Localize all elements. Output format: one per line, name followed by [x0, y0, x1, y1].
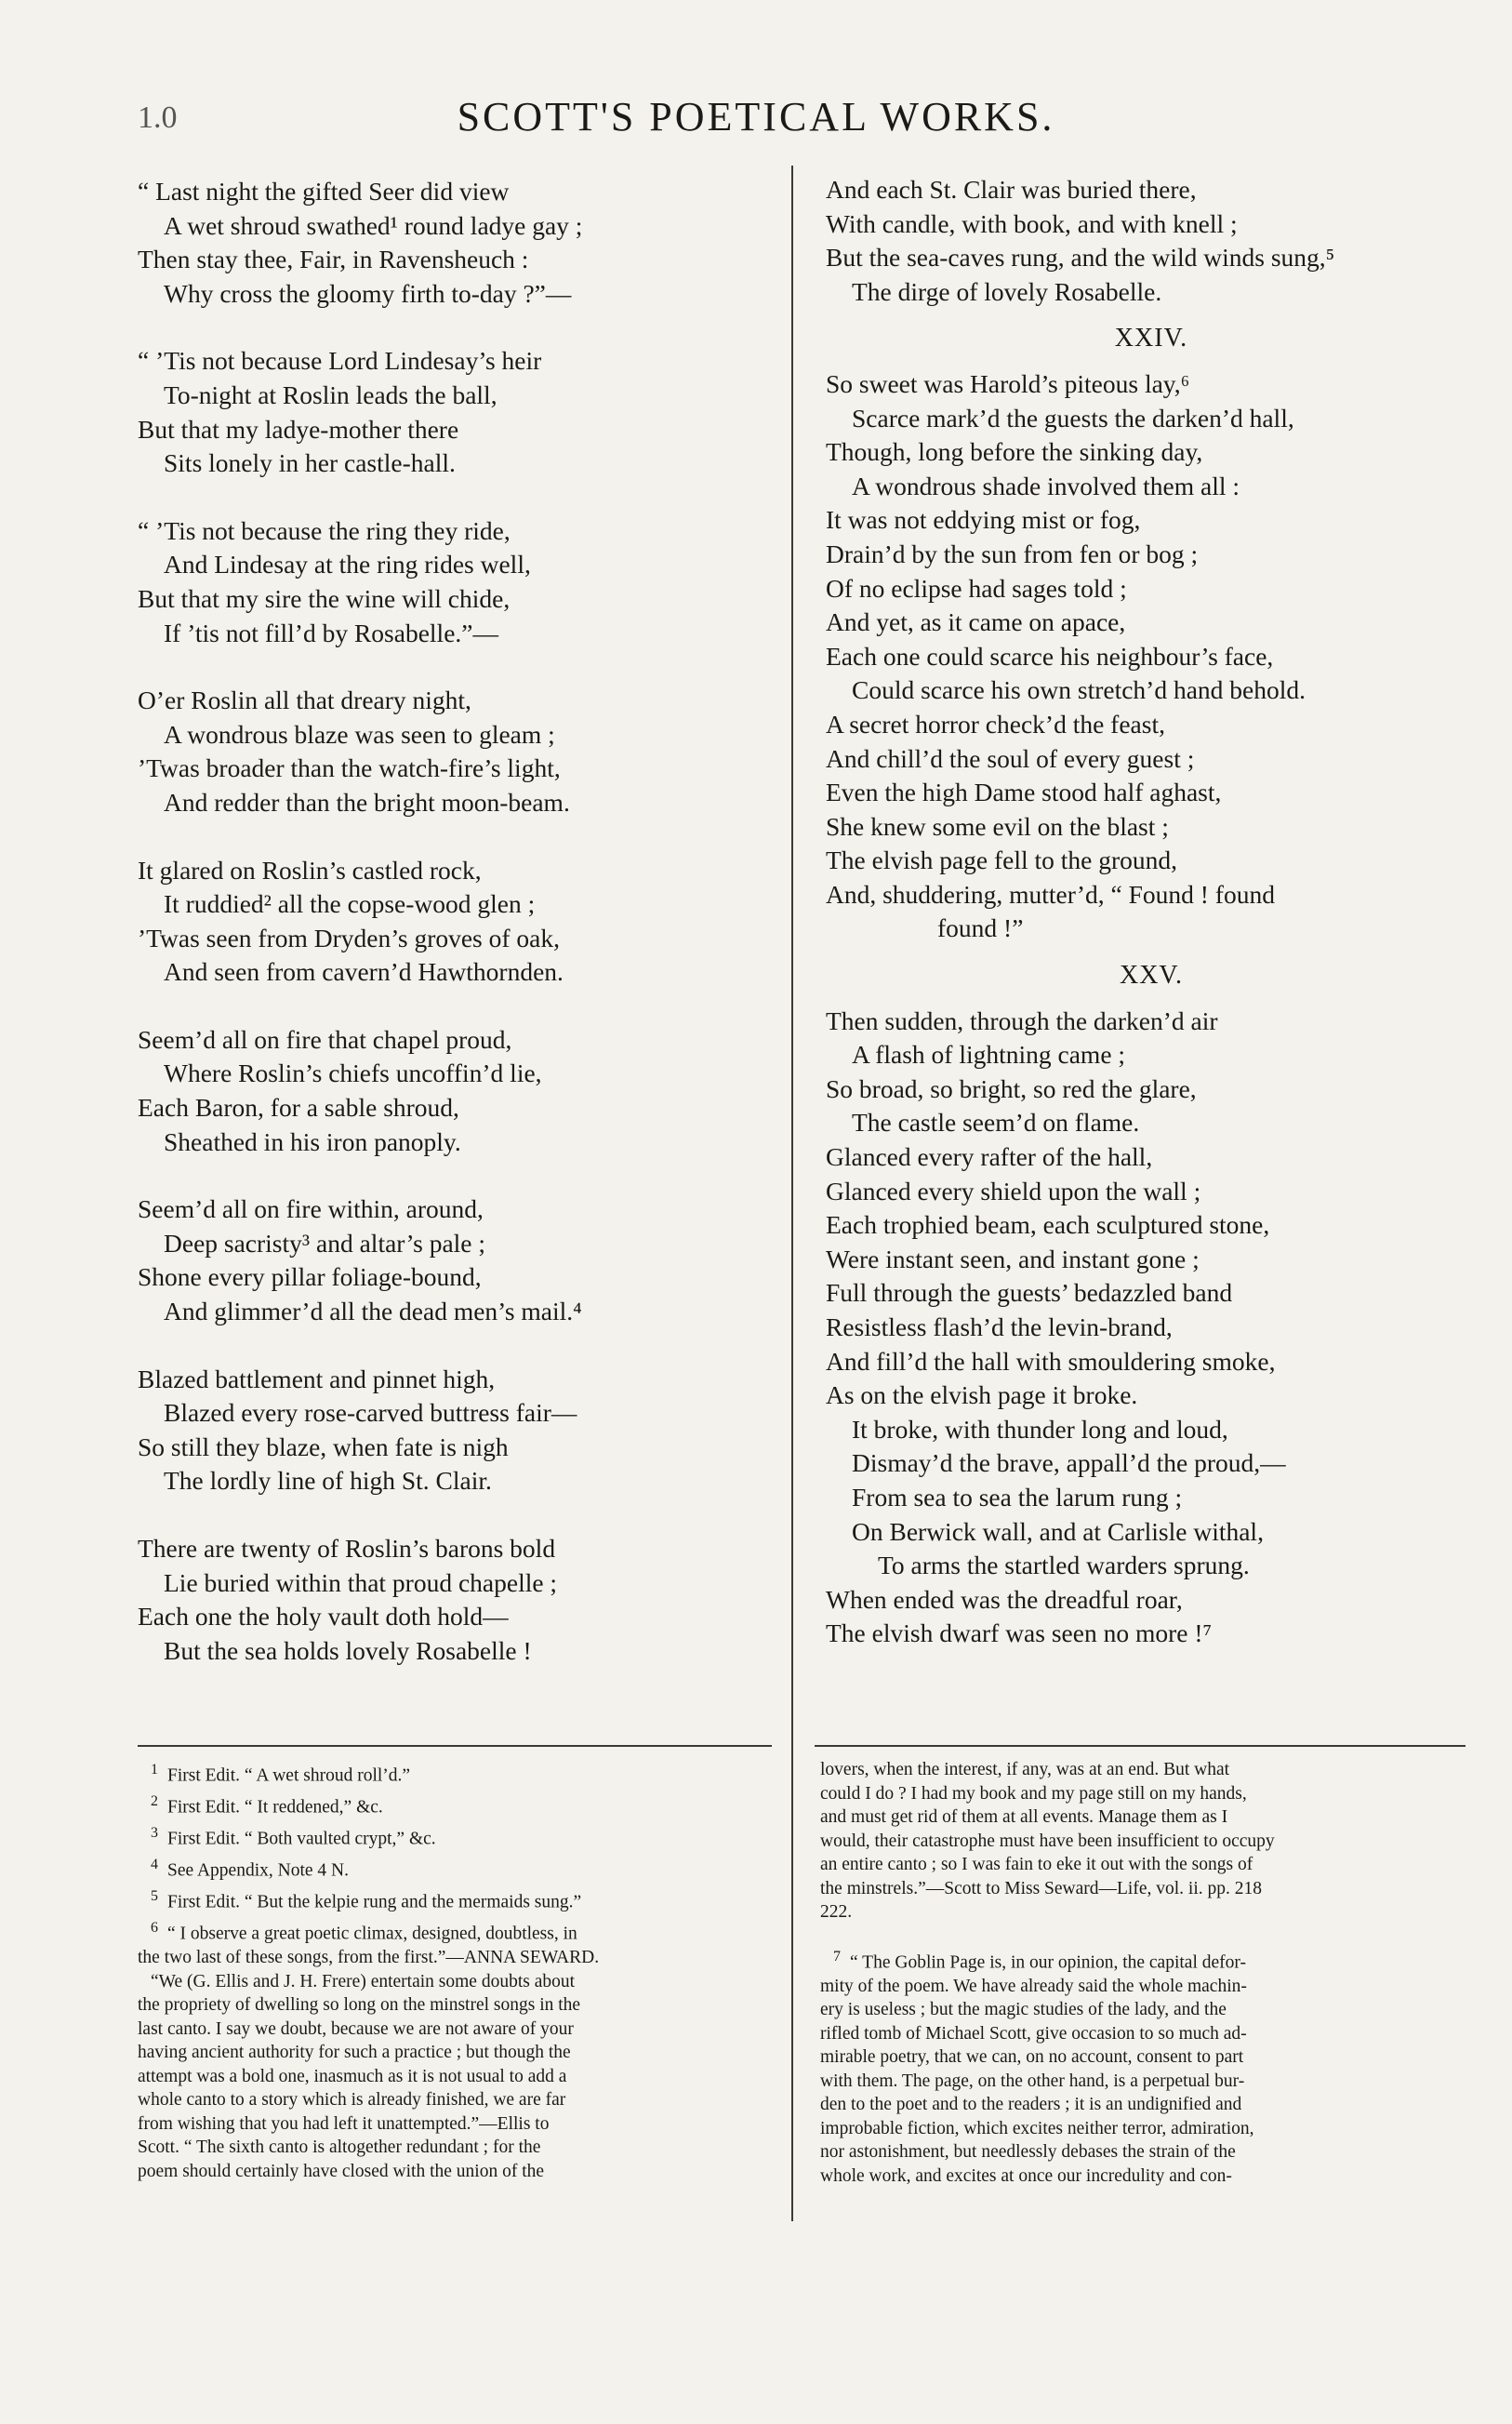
verse-line: A secret horror check’d the feast,: [826, 709, 1165, 739]
footnote-line: improbable fiction, which excites neither terror, admiration,: [820, 2118, 1254, 2138]
verse-line: Seem’d all on fire that chapel proud,: [138, 1024, 512, 1054]
footnote-line: having ancient authority for such a practice ; but though the: [138, 2043, 571, 2062]
footnote-rule: [815, 1745, 1466, 1747]
footnote-line: 222.: [820, 1902, 853, 1922]
verse-line: And chill’d the soul of every guest ;: [826, 743, 1195, 773]
stanza: [138, 684, 779, 819]
footnote-line: $^7$ “ The Goblin Page is, in our opinion, the capital defor-: [833, 1948, 1246, 1972]
footnote-text: First Edit. “ But the kelpie rung and the mermaids sung.”: [167, 1892, 582, 1912]
verse-line: Full through the guests’ bedazzled band: [826, 1278, 1233, 1308]
verse-line: Blazed every rose-carved buttress fair—: [164, 1398, 577, 1428]
section-heading: XXV.: [1119, 961, 1184, 991]
verse-line: Each one could scarce his neighbour’s face,: [826, 641, 1274, 671]
verse-line: Dismay’d the brave, appall’d the proud,—: [852, 1448, 1286, 1478]
verse-line: So broad, so bright, so red the glare,: [826, 1073, 1197, 1103]
verse-line: And glimmer’d all the dead men’s mail.⁴: [164, 1297, 582, 1326]
verse-line: A wondrous shade involved them all :: [852, 471, 1240, 500]
footnote-text: First Edit. “ Both vaulted crypt,” &c.: [167, 1829, 436, 1849]
verse-line: When ended was the dreadful roar,: [826, 1584, 1183, 1614]
stanza: [826, 1005, 1477, 1651]
stanza: [138, 175, 779, 311]
verse-line: Could scarce his own stretch’d hand behold.: [852, 675, 1306, 705]
footnote-text: See Appendix, Note 4 N.: [167, 1860, 349, 1881]
footnote-line: Scott. “ The sixth canto is altogether redundant ; for the: [138, 2138, 541, 2157]
footnote-line: ery is useless ; but the magic studies of the lady, and the: [820, 2000, 1227, 2019]
verse-line: Each one the holy vault doth hold—: [138, 1602, 509, 1632]
footnote: [138, 1885, 768, 1914]
verse-line: Though, long before the sinking day,: [826, 437, 1203, 467]
verse-line: So sweet was Harold’s piteous lay,⁶: [826, 368, 1190, 398]
verse-line: It broke, with thunder long and loud,: [852, 1414, 1228, 1444]
verse-line: “ Last night the gifted Seer did view: [138, 177, 510, 206]
verse-line: Even the high Dame stood half aghast,: [826, 778, 1222, 807]
verse-line: Each trophied beam, each sculptured stone,: [826, 1210, 1270, 1240]
footnote-line: from wishing that you had left it unattempted.”—Ellis to: [138, 2113, 550, 2134]
stanza: [138, 1192, 779, 1328]
verse-line: Why cross the gloomy firth to-day ?”—: [164, 278, 572, 308]
verse-line: And seen from cavern’d Hawthornden.: [164, 957, 564, 987]
verse-line: “ ’Tis not because Lord Lindesay’s heir: [138, 346, 542, 376]
footnote-line: would, their catastrophe must have been insufficient to occupy: [820, 1831, 1275, 1851]
stanza: [138, 514, 779, 650]
verse-line: “ ’Tis not because the ring they ride,: [138, 515, 511, 545]
footnote-line: the two last of these songs, from the first.”—ANNA SEWARD.: [138, 1948, 600, 1967]
verse-line: So still they blaze, when fate is nigh: [138, 1432, 509, 1461]
stanza: [138, 1363, 779, 1498]
footnote-rule: [138, 1745, 772, 1747]
verse-line: From sea to sea the larum rung ;: [852, 1482, 1183, 1512]
verse-line: With candle, with book, and with knell ;: [826, 208, 1238, 238]
footnote-number: 3: [151, 1825, 158, 1841]
verse-line: ’Twas seen from Dryden’s groves of oak,: [138, 923, 560, 952]
verse-line: ’Twas broader than the watch-fire’s light,: [138, 753, 561, 783]
running-title: SCOTT'S POETICAL WORKS.: [457, 94, 1055, 140]
footnote-number: 4: [151, 1857, 158, 1872]
verse-line: She knew some evil on the blast ;: [826, 811, 1169, 841]
footnote-line: nor astonishment, but needlessly debases the strain of the: [820, 2142, 1236, 2162]
footnote-line: lovers, when the interest, if any, was at an end. But what: [820, 1760, 1230, 1779]
footnote-line: and must get rid of them at all events. Manage them as I: [820, 1807, 1228, 1827]
footnote-line: could I do ? I had my book and my page still on my hands,: [820, 1783, 1247, 1804]
stanza: [826, 367, 1477, 946]
verse-line: Shone every pillar foliage-bound,: [138, 1262, 482, 1292]
right-column: [826, 173, 1477, 1651]
verse-line: Were instant seen, and instant gone ;: [826, 1244, 1200, 1273]
footnote: [138, 1916, 768, 2183]
verse-line: A wondrous blaze was seen to gleam ;: [164, 719, 555, 749]
verse-line: Where Roslin’s chiefs uncoffin’d lie,: [164, 1059, 542, 1088]
footnote-line: poem should certainly have closed with the union of the: [138, 2161, 545, 2181]
verse-line: To-night at Roslin leads the ball,: [164, 380, 497, 409]
verse-line: And redder than the bright moon-beam.: [164, 787, 570, 817]
section-heading: XXIV.: [1114, 324, 1188, 353]
footnote-line: with them. The page, on the other hand, is a perpetual bur-: [820, 2071, 1245, 2091]
left-column: [138, 175, 779, 1701]
footnote-text: First Edit. “ It reddened,” &c.: [167, 1797, 383, 1818]
stanza: [826, 173, 1477, 309]
verse-line: It was not eddying mist or fog,: [826, 505, 1141, 535]
footnote-line: whole work, and excites at once our incredulity and con-: [820, 2165, 1232, 2186]
footnote-line: mirable poetry, that we can, on no account, consent to part: [820, 2047, 1244, 2067]
verse-line: The elvish page fell to the ground,: [826, 846, 1178, 875]
verse-line: Glanced every shield upon the wall ;: [826, 1176, 1201, 1205]
footnote: [138, 1853, 768, 1883]
verse-line: But that my sire the wine will chide,: [138, 583, 511, 613]
stanza: [138, 854, 779, 990]
verse-line: A wet shroud swathed¹ round ladye gay ;: [164, 210, 583, 240]
stanza: [138, 1532, 779, 1668]
verse-line: And yet, as it came on apace,: [826, 607, 1126, 637]
verse-line: There are twenty of Roslin’s barons bold: [138, 1534, 556, 1563]
verse-line: And, shuddering, mutter’d, “ Found ! found: [826, 879, 1275, 909]
footnote-number: 5: [151, 1888, 158, 1904]
footnote-line: whole canto to a story which is already finished, we are far: [138, 2090, 566, 2110]
verse-line: But that my ladye-mother there: [138, 414, 459, 444]
stanza: [138, 1023, 779, 1159]
verse-line: Sits lonely in her castle-hall.: [164, 448, 456, 478]
verse-line: Drain’d by the sun from fen or bog ;: [826, 539, 1199, 568]
verse-line: found !”: [937, 913, 1024, 943]
footnote-line: rifled tomb of Michael Scott, give occasion to so much ad-: [820, 2023, 1247, 2044]
footnote-number: 1: [151, 1762, 158, 1778]
page-header: [0, 93, 1512, 149]
footnote-line: “We (G. Ellis and J. H. Frere) entertain some doubts about: [151, 1971, 576, 1991]
verse-line: The lordly line of high St. Clair.: [164, 1466, 492, 1496]
verse-line: On Berwick wall, and at Carlisle withal,: [852, 1516, 1264, 1546]
footnotes-left: [138, 1758, 768, 2185]
footnote-number: 2: [151, 1793, 158, 1809]
verse-line: Then stay thee, Fair, in Ravensheuch :: [138, 245, 529, 274]
footnote-line: $^6$ “ I observe a great poetic climax, designed, doubtless, in: [151, 1920, 577, 1944]
verse-line: Resistless flash’d the levin-brand,: [826, 1312, 1173, 1341]
footnote-line: the minstrels.”—Scott to Miss Seward—Life, vol. ii. pp. 218: [820, 1878, 1262, 1898]
footnote-line: den to the poet and to the readers ; it is an undignified and: [820, 2095, 1242, 2114]
verse-line: And Lindesay at the ring rides well,: [164, 550, 531, 579]
page-number: 1.0: [138, 100, 178, 135]
verse-line: Blazed battlement and pinnet high,: [138, 1364, 496, 1393]
verse-line: It glared on Roslin’s castled rock,: [138, 855, 482, 885]
column-divider: [791, 166, 793, 2221]
verse-line: But the sea holds lovely Rosabelle !: [164, 1635, 532, 1665]
verse-line: Deep sacristy³ and altar’s pale ;: [164, 1228, 486, 1258]
footnote-line: attempt was a bold one, inasmuch as it is not usual to add a: [138, 2066, 567, 2086]
verse-line: To arms the startled warders sprung.: [878, 1551, 1250, 1580]
footnote-line: mity of the poem. We have already said the whole machin-: [820, 1976, 1247, 1996]
verse-line: But the sea-caves rung, and the wild winds sung,⁵: [826, 243, 1335, 273]
footnote: [138, 1790, 768, 1819]
footnote-number: 6: [151, 1920, 158, 1936]
verse-line: As on the elvish page it broke.: [826, 1380, 1138, 1410]
verse-line: Lie buried within that proud chapelle ;: [164, 1567, 558, 1597]
footnote-text: First Edit. “ A wet shroud roll’d.”: [167, 1765, 411, 1786]
verse-line: A flash of lightning came ;: [852, 1040, 1126, 1070]
stanza: [138, 344, 779, 480]
verse-line: The elvish dwarf was seen no more !⁷: [826, 1618, 1213, 1648]
verse-line: And fill’d the hall with smouldering smoke,: [826, 1346, 1276, 1376]
verse-line: Then sudden, through the darken’d air: [826, 1006, 1218, 1035]
footnote: [138, 1821, 768, 1851]
verse-line: The dirge of lovely Rosabelle.: [852, 276, 1162, 306]
verse-line: The castle seem’d on flame.: [852, 1108, 1140, 1138]
verse-line: Each Baron, for a sable shroud,: [138, 1093, 459, 1123]
footnote-spacer: [820, 1925, 1462, 1945]
footnote-number: 7: [833, 1948, 841, 1965]
verse-line: It ruddied² all the copse-wood glen ;: [164, 889, 536, 919]
verse-line: Sheathed in his iron panoply.: [164, 1126, 461, 1156]
verse-line: Glanced every rafter of the hall,: [826, 1142, 1153, 1172]
verse-line: O’er Roslin all that dreary night,: [138, 686, 471, 715]
verse-line: Of no eclipse had sages told ;: [826, 573, 1127, 603]
footnote: [138, 1758, 768, 1788]
footnote-line: an entire canto ; so I was fain to eke it out with the songs of: [820, 1855, 1253, 1874]
verse-line: And each St. Clair was buried there,: [826, 175, 1197, 204]
footnotes-right: [820, 1758, 1462, 2188]
footnote-line: the propriety of dwelling so long on the minstrel songs in the: [138, 1995, 581, 2015]
footnote-line: last canto. I say we doubt, because we are not aware of your: [138, 2018, 574, 2039]
verse-line: If ’tis not fill’d by Rosabelle.”—: [164, 618, 498, 647]
verse-line: Scarce mark’d the guests the darken’d hall,: [852, 403, 1294, 433]
verse-line: Seem’d all on fire within, around,: [138, 1194, 484, 1224]
